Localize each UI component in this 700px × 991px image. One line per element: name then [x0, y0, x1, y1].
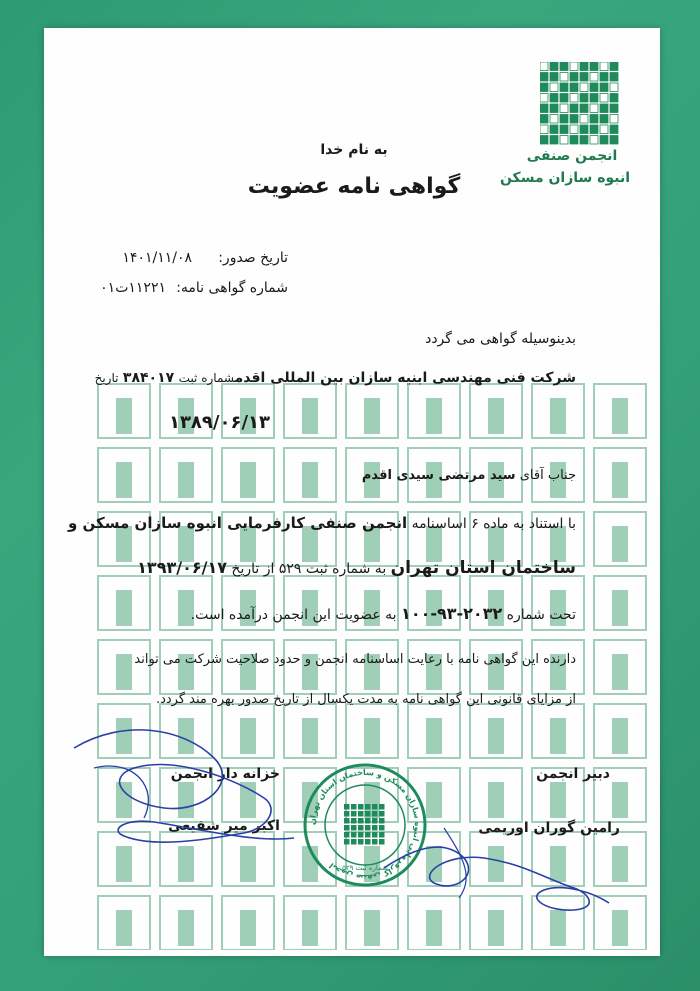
logo-cell — [590, 73, 598, 82]
logo-line1: انجمن صنفی — [526, 148, 618, 164]
secretary-title: دبیر انجمن — [536, 766, 610, 782]
stamp-cell — [344, 825, 350, 831]
pattern-door — [612, 654, 628, 690]
logo-cell — [570, 104, 578, 113]
treasurer-name: اکبر میر شفیعی — [168, 818, 280, 834]
logo-cell — [590, 115, 598, 124]
association-logo-icon — [540, 62, 620, 148]
logo-cell — [570, 83, 578, 92]
pattern-door — [240, 462, 256, 498]
stamp-cell — [351, 832, 357, 838]
pattern-door — [612, 782, 628, 818]
company-name: شرکت فنی مهندسی ابنیه سازان بین المللی اقدم — [234, 370, 576, 386]
logo-cell — [540, 62, 548, 71]
pattern-door — [240, 910, 256, 946]
logo-cell — [540, 115, 548, 124]
company-line — [95, 370, 576, 386]
pattern-door — [612, 718, 628, 754]
stamp-cell — [365, 825, 371, 831]
stamp-cell — [344, 811, 350, 817]
intro-text: بدینوسیله گواهی می گردد — [425, 331, 576, 347]
pattern-door — [612, 526, 628, 562]
stamp-cell — [344, 804, 350, 810]
logo-cell — [590, 125, 598, 134]
pattern-door — [116, 590, 132, 626]
stamp-cell — [358, 825, 364, 831]
logo-cell — [600, 83, 608, 92]
line-a — [68, 514, 576, 532]
stamp-cell — [351, 818, 357, 824]
stamp-reg: شماره ثبت ۵۲۹ — [342, 864, 388, 872]
logo-cell — [570, 115, 578, 124]
stamp-cell — [358, 811, 364, 817]
logo-cell — [580, 83, 588, 92]
logo-cell — [550, 125, 558, 134]
date-label: تاریخ — [94, 371, 119, 385]
stamp-cell — [358, 804, 364, 810]
logo-cell — [610, 115, 618, 124]
pattern-door — [550, 398, 566, 434]
logo-cell — [590, 94, 598, 103]
stamp-cell — [365, 818, 371, 824]
logo-cell — [580, 94, 588, 103]
logo-cell — [560, 104, 568, 113]
treasurer-signature — [64, 718, 304, 868]
manager-name: سید مرتضی سیدی اقدم — [361, 468, 516, 483]
cert-number-value: ۱۱۲۲۱ت۰۱ — [100, 280, 166, 296]
stamp-cell — [365, 811, 371, 817]
stamp-cell — [344, 832, 350, 838]
certificate-sheet — [44, 28, 660, 956]
treasurer-title: خزانه دار انجمن — [170, 766, 280, 782]
logo-cell — [570, 94, 578, 103]
logo-cell — [580, 62, 588, 71]
pattern-door — [612, 398, 628, 434]
page-title: گواهی نامه عضویت — [247, 174, 461, 199]
logo-cell — [550, 62, 558, 71]
logo-cell — [580, 125, 588, 134]
stamp-cell — [351, 825, 357, 831]
logo-cell — [600, 62, 608, 71]
stamp-cell — [358, 818, 364, 824]
logo-cell — [560, 83, 568, 92]
logo-cell — [540, 94, 548, 103]
stamp-text: انجمن صنفی کارفرمایی انبوه سازان مسکن و ساختمان استان تهران — [307, 767, 423, 883]
logo-cell — [560, 125, 568, 134]
logo-cell — [540, 83, 548, 92]
logo-cell — [580, 115, 588, 124]
line-d: دارنده این گواهی نامه با رعایت اساسنامه انجمن و حدود صلاحیت شرکت می تواند — [134, 652, 576, 667]
pattern-door — [302, 910, 318, 946]
secretary-signature — [374, 798, 614, 918]
pattern-door — [550, 718, 566, 754]
logo-cell — [560, 115, 568, 124]
pattern-door — [364, 718, 380, 754]
logo-cell — [600, 136, 608, 145]
logo-cell — [550, 136, 558, 145]
stamp-cell — [365, 832, 371, 838]
logo-cell — [610, 73, 618, 82]
logo-cell — [550, 73, 558, 82]
line-c — [191, 604, 576, 623]
logo-cell — [550, 115, 558, 124]
stamp-cell — [365, 804, 371, 810]
pattern-door — [302, 718, 318, 754]
stamp-cell — [358, 839, 364, 845]
line-e: از مزایای قانونی این گواهی نامه به مدت یکسال از تاریخ صدور بهره مند گردد. — [155, 692, 576, 707]
logo-cell — [610, 62, 618, 71]
pattern-door — [488, 398, 504, 434]
logo-cell — [600, 125, 608, 134]
pattern-door — [302, 398, 318, 434]
logo-cell — [600, 94, 608, 103]
line-b-mid: به شماره ثبت ۵۲۹ از تاریخ — [231, 561, 387, 577]
logo-cell — [560, 94, 568, 103]
logo-cell — [600, 104, 608, 113]
manager-line — [362, 468, 576, 483]
logo-cell — [610, 94, 618, 103]
logo-cell — [590, 62, 598, 71]
logo-cell — [540, 73, 548, 82]
logo-cell — [540, 104, 548, 113]
line-b — [137, 558, 576, 578]
stamp-cell — [358, 832, 364, 838]
pattern-door — [612, 846, 628, 882]
pattern-door — [116, 462, 132, 498]
cert-number-label: شماره گواهی نامه: — [176, 280, 288, 296]
line-b-bold: ساختمان استان تهران — [390, 558, 576, 578]
logo-line2: انبوه سازان مسکن — [499, 170, 630, 186]
logo-cell — [600, 73, 608, 82]
line-b-date: ۱۳۹۳/۰۶/۱۷ — [137, 558, 227, 577]
line-a-prefix: با استناد به ماده ۶ اساسنامه — [411, 516, 576, 532]
bismillah: به نام خدا — [320, 142, 388, 158]
logo-cell — [610, 83, 618, 92]
stamp-cell — [351, 839, 357, 845]
secretary-name: رامین گوران اوریمی — [478, 820, 620, 836]
logo-cell — [580, 104, 588, 113]
reg-date: ۱۳۸۹/۰۶/۱۳ — [168, 412, 270, 433]
pattern-door — [302, 462, 318, 498]
logo-cell — [610, 125, 618, 134]
pattern-door — [488, 718, 504, 754]
logo-cell — [540, 125, 548, 134]
logo-cell — [570, 136, 578, 145]
logo-cell — [590, 83, 598, 92]
stamp-cell — [344, 839, 350, 845]
pattern-door — [612, 462, 628, 498]
logo-cell — [600, 115, 608, 124]
pattern-door — [364, 398, 380, 434]
pattern-door — [426, 398, 442, 434]
logo-cell — [550, 104, 558, 113]
reg-label: شماره ثبت — [178, 371, 235, 385]
line-a-bold: انجمن صنفی کارفرمایی انبوه سازان مسکن و — [68, 514, 408, 532]
pattern-door — [116, 398, 132, 434]
logo-cell — [570, 73, 578, 82]
line-c-suffix: به عضویت این انجمن درآمده است. — [190, 607, 397, 623]
logo-cell — [560, 136, 568, 145]
pattern-door — [116, 654, 132, 690]
logo-cell — [550, 83, 558, 92]
logo-cell — [590, 136, 598, 145]
logo-cell — [610, 136, 618, 145]
manager-prefix: جناب آقای — [519, 468, 576, 483]
issue-date-label: تاریخ صدور: — [218, 250, 288, 266]
logo-cell — [590, 104, 598, 113]
logo-cell — [570, 125, 578, 134]
reg-number: ۳۸۴۰۱۷ — [122, 370, 175, 386]
line-c-number: ۲۰۳۲-۹۳-۱۰۰ — [401, 604, 503, 623]
logo-cell — [570, 62, 578, 71]
line-c-prefix: تحت شماره — [506, 607, 576, 623]
logo-cell — [610, 104, 618, 113]
pattern-door — [612, 910, 628, 946]
stamp-cell — [344, 818, 350, 824]
logo-cell — [580, 136, 588, 145]
pattern-door — [178, 462, 194, 498]
logo-cell — [560, 62, 568, 71]
stamp-cell — [351, 811, 357, 817]
logo-cell — [560, 73, 568, 82]
stamp-cell — [351, 804, 357, 810]
logo-cell — [540, 136, 548, 145]
logo-cell — [550, 94, 558, 103]
logo-cell — [580, 73, 588, 82]
issue-date-value: ۱۴۰۱/۱۱/۰۸ — [122, 250, 192, 266]
pattern-door — [612, 590, 628, 626]
pattern-door — [178, 910, 194, 946]
stamp-cell — [365, 839, 371, 845]
pattern-door — [426, 718, 442, 754]
pattern-door — [116, 910, 132, 946]
